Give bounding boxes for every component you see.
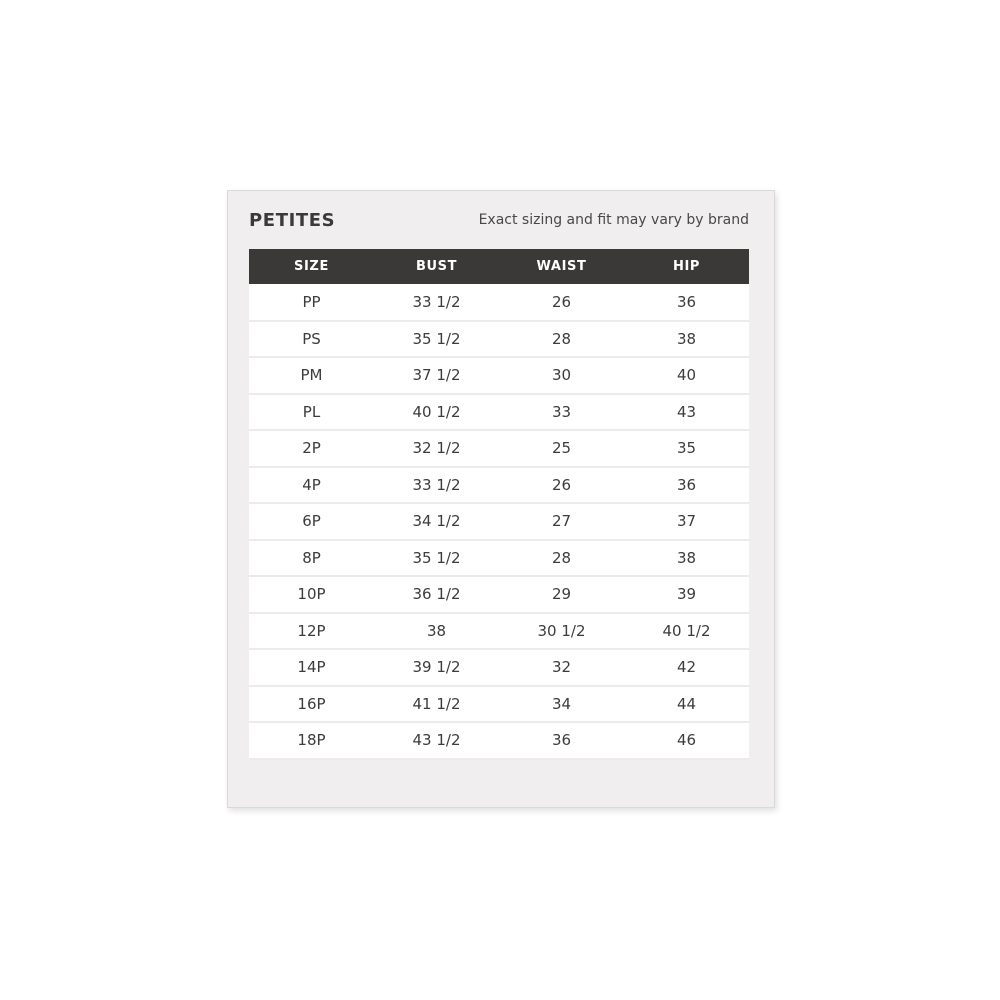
table-row bbox=[249, 430, 749, 467]
cell-size: 18P bbox=[249, 722, 374, 759]
card-header bbox=[249, 191, 749, 249]
cell-waist: 26 bbox=[499, 284, 624, 321]
cell-waist: 30 1/2 bbox=[499, 613, 624, 650]
column-header-bust: BUST bbox=[374, 249, 499, 284]
cell-size: PP bbox=[249, 284, 374, 321]
cell-waist: 36 bbox=[499, 722, 624, 759]
cell-bust: 37 1/2 bbox=[374, 357, 499, 394]
cell-bust: 36 1/2 bbox=[374, 576, 499, 613]
cell-hip: 46 bbox=[624, 722, 749, 759]
table-row bbox=[249, 613, 749, 650]
cell-hip: 35 bbox=[624, 430, 749, 467]
table-body bbox=[249, 284, 749, 759]
cell-waist: 29 bbox=[499, 576, 624, 613]
cell-bust: 39 1/2 bbox=[374, 649, 499, 686]
column-header-waist: WAIST bbox=[499, 249, 624, 284]
cell-hip: 42 bbox=[624, 649, 749, 686]
cell-waist: 28 bbox=[499, 540, 624, 577]
cell-size: 4P bbox=[249, 467, 374, 504]
table-row bbox=[249, 503, 749, 540]
table-row bbox=[249, 321, 749, 358]
cell-bust: 32 1/2 bbox=[374, 430, 499, 467]
cell-hip: 44 bbox=[624, 686, 749, 723]
cell-waist: 34 bbox=[499, 686, 624, 723]
table-row bbox=[249, 394, 749, 431]
cell-size: 16P bbox=[249, 686, 374, 723]
table-row bbox=[249, 467, 749, 504]
table-row bbox=[249, 540, 749, 577]
table-row bbox=[249, 576, 749, 613]
cell-size: PS bbox=[249, 321, 374, 358]
cell-size: PM bbox=[249, 357, 374, 394]
cell-size: 2P bbox=[249, 430, 374, 467]
table-head bbox=[249, 249, 749, 284]
table-row bbox=[249, 649, 749, 686]
cell-waist: 28 bbox=[499, 321, 624, 358]
cell-bust: 43 1/2 bbox=[374, 722, 499, 759]
cell-bust: 34 1/2 bbox=[374, 503, 499, 540]
cell-bust: 41 1/2 bbox=[374, 686, 499, 723]
table-header-row bbox=[249, 249, 749, 284]
cell-size: PL bbox=[249, 394, 374, 431]
cell-size: 14P bbox=[249, 649, 374, 686]
cell-size: 8P bbox=[249, 540, 374, 577]
cell-bust: 35 1/2 bbox=[374, 540, 499, 577]
page-title: PETITES bbox=[249, 209, 336, 231]
cell-bust: 33 1/2 bbox=[374, 284, 499, 321]
cell-hip: 38 bbox=[624, 540, 749, 577]
column-header-hip: HIP bbox=[624, 249, 749, 284]
cell-waist: 26 bbox=[499, 467, 624, 504]
cell-bust: 38 bbox=[374, 613, 499, 650]
size-table bbox=[249, 249, 749, 760]
column-header-size: SIZE bbox=[249, 249, 374, 284]
cell-bust: 33 1/2 bbox=[374, 467, 499, 504]
cell-hip: 43 bbox=[624, 394, 749, 431]
table-row bbox=[249, 686, 749, 723]
cell-size: 10P bbox=[249, 576, 374, 613]
table-row bbox=[249, 357, 749, 394]
size-chart-card bbox=[227, 190, 775, 808]
table-row bbox=[249, 284, 749, 321]
cell-waist: 32 bbox=[499, 649, 624, 686]
cell-bust: 40 1/2 bbox=[374, 394, 499, 431]
cell-size: 6P bbox=[249, 503, 374, 540]
cell-size: 12P bbox=[249, 613, 374, 650]
cell-waist: 27 bbox=[499, 503, 624, 540]
cell-bust: 35 1/2 bbox=[374, 321, 499, 358]
cell-waist: 33 bbox=[499, 394, 624, 431]
cell-hip: 37 bbox=[624, 503, 749, 540]
cell-hip: 36 bbox=[624, 284, 749, 321]
cell-hip: 38 bbox=[624, 321, 749, 358]
cell-waist: 25 bbox=[499, 430, 624, 467]
cell-hip: 40 1/2 bbox=[624, 613, 749, 650]
cell-hip: 40 bbox=[624, 357, 749, 394]
cell-waist: 30 bbox=[499, 357, 624, 394]
disclaimer-text: Exact sizing and fit may vary by brand bbox=[478, 212, 749, 228]
cell-hip: 36 bbox=[624, 467, 749, 504]
table-row bbox=[249, 722, 749, 759]
cell-hip: 39 bbox=[624, 576, 749, 613]
